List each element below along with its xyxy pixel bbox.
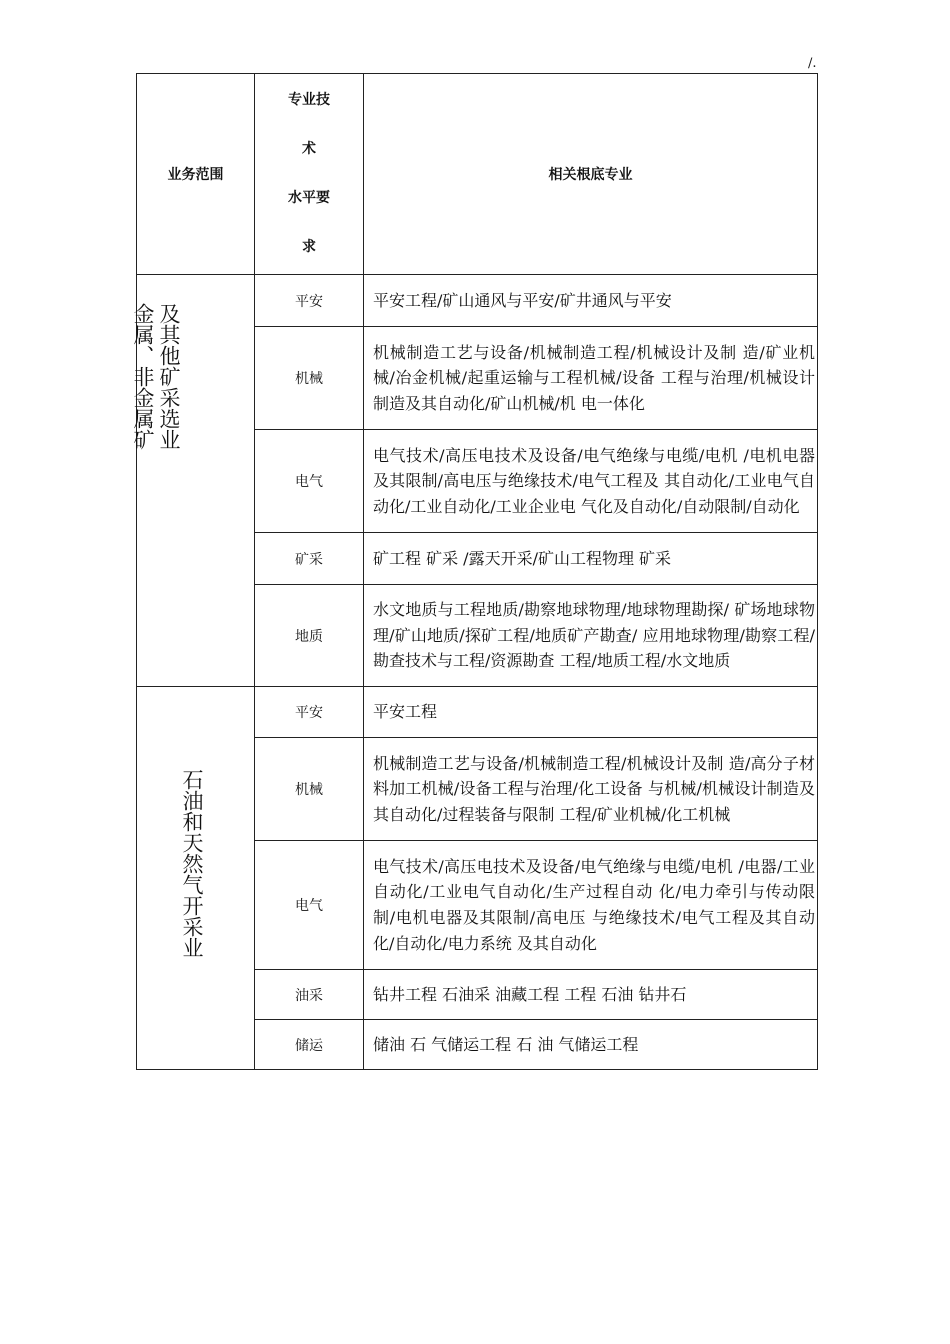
category-cell: 油采: [255, 970, 364, 1020]
table-row: [137, 687, 818, 738]
category-cell: 平安: [255, 275, 364, 327]
majors-cell: 机械制造工艺与设备/机械制造工程/机械设计及制 造/矿业机械/冶金机械/起重运输与工程机械/设备 工程与治理/机械设计制造及其自动化/矿山机械/机 电一体化: [364, 327, 818, 430]
category-cell: 机械: [255, 738, 364, 841]
category-cell: 电气: [255, 841, 364, 970]
majors-cell: 矿工程 矿采 /露天开采/矿山工程物理 矿采: [364, 533, 818, 585]
header-tech-level: [255, 74, 364, 275]
majors-cell: 电气技术/高压电技术及设备/电气绝缘与电缆/电机 /电器/工业自动化/工业电气自动化/生产过程自动 化/电力牵引与传动限制/电机电器及其限制/高电压 与绝缘技术/电气工程及其自动化/自动化/电力系统 及其自动化: [364, 841, 818, 970]
category-cell: 电气: [255, 430, 364, 533]
sector-cell: [137, 687, 255, 1070]
sector-cell: [131, 275, 255, 687]
sector-name: 石油和天然气开采业: [180, 769, 204, 958]
majors-table: [131, 73, 818, 1070]
header-tech-line: 求: [302, 239, 316, 255]
category-cell: 地质: [255, 585, 364, 687]
header-related-majors: 相关根底专业: [364, 74, 818, 275]
majors-cell: 平安工程/矿山通风与平安/矿井通风与平安: [364, 275, 818, 327]
majors-cell: 储油 石 气储运工程 石 油 气储运工程: [364, 1020, 818, 1070]
sector-name: 及其他矿采选业 金属、非金属矿: [131, 303, 181, 450]
category-cell: 储运: [255, 1020, 364, 1070]
header-row: [137, 74, 818, 275]
header-tech-line: 术: [302, 141, 316, 157]
header-tech-line: 专业技: [288, 92, 330, 108]
header-business-scope: 业务范围: [137, 74, 255, 275]
category-cell: 平安: [255, 687, 364, 738]
majors-cell: 机械制造工艺与设备/机械制造工程/机械设计及制 造/高分子材料加工机械/设备工程与治理/化工设备 与机械/机械设计制造及其自动化/过程装备与限制 工程/矿业机械/化工机械: [364, 738, 818, 841]
majors-cell: 电气技术/高压电技术及设备/电气绝缘与电缆/电机 /电机电器及其限制/高电压与绝缘技术/电气工程及 其自动化/工业电气自动化/工业自动化/工业企业电 气化及自动化/自动限制/自动化: [364, 430, 818, 533]
category-cell: 机械: [255, 327, 364, 430]
majors-cell: 钻井工程 石油采 油藏工程 工程 石油 钻井石: [364, 970, 818, 1020]
table-row: [137, 275, 818, 327]
category-cell: 矿采: [255, 533, 364, 585]
majors-cell: 平安工程: [364, 687, 818, 738]
majors-cell: 水文地质与工程地质/勘察地球物理/地球物理勘探/ 矿场地球物理/矿山地质/探矿工程/地质矿产勘查/ 应用地球物理/勘察工程/勘查技术与工程/资源勘查 工程/地质工程/水文地质: [364, 585, 818, 687]
header-tech-line: 水平要: [288, 190, 330, 206]
page-mark: /.: [808, 56, 817, 71]
